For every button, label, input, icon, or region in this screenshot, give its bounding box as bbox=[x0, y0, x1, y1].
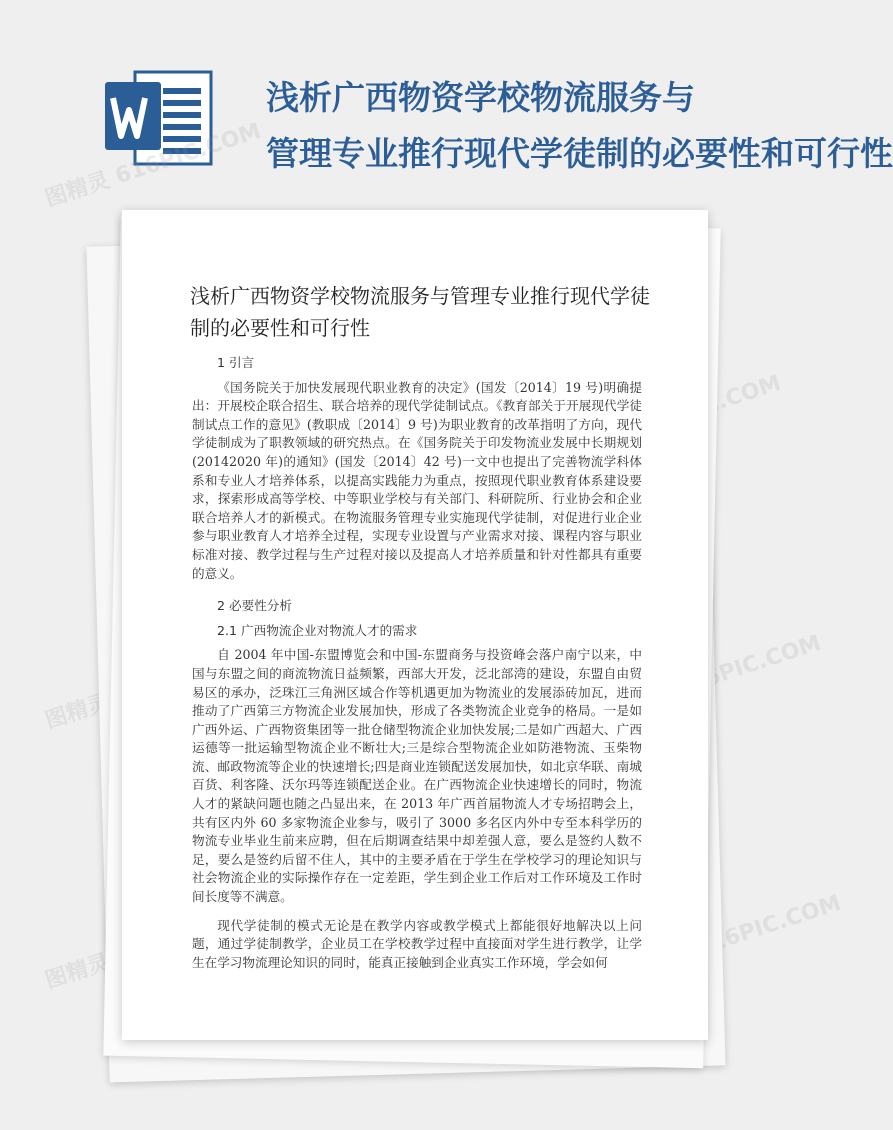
document-page bbox=[122, 210, 708, 1040]
banner-title bbox=[266, 70, 893, 182]
banner-title-line-2: 管理专业推行现代学徒制的必要性和可行性 bbox=[266, 134, 893, 173]
watermark: 图精灵 bbox=[42, 949, 113, 995]
section-2-heading: 2 必要性分析 bbox=[217, 598, 292, 614]
section-1-paragraph: 《国务院关于加快发展现代职业教育的决定》(国发〔2014〕19 号)明确提出：开展校企联合招生、联合培养的现代学徒制试点。《教育部关于开展现代学徒制试点工作的意见》(教职成〔2014〕9 号)为职业教育的改革指明了方向，现代学徒制成为了职教领域的研究热点。在《国务院关于印发物流业发展中长期规划(20142020 年)的通知》(国发〔2014〕42 号)一文中也提出了完善物流学科体系和专业人才培养体系，以提高实践能力为重点，按照现代职业教育体系建设要求，探索形成高等学校、中等职业学校与有关部门、科研院所、行业协会和企业联合培养人才的新模式。在物流服务管理专业实施现代学徒制，对促进行业企业参与职业教育人才培养全过程，实现专业设置与产业需求对接、课程内容与职业标准对接、教学过程与生产过程对接以及提高人才培养质量和针对性都具有重要的意义。 bbox=[192, 379, 642, 581]
watermark: 616PIC.COM bbox=[672, 630, 825, 702]
document-body bbox=[192, 354, 642, 972]
document-title: 浅析广西物资学校物流服务与管理专业推行现代学徒制的必要性和可行性 bbox=[190, 284, 650, 340]
section-2-1-paragraph-2: 现代学徒制的模式无论是在教学内容或教学模式上都能很好地解决以上问题，通过学徒制教学，企业员工在学校教学过程中直接面对学生进行教学，让学生在学习物流理论知识的同时，能真正接触到企业真实工作环境，学会如何 bbox=[192, 917, 642, 970]
section-1-heading: 1 引言 bbox=[217, 355, 255, 370]
watermark: 图精灵 bbox=[42, 689, 113, 735]
section-2-1-heading: 2.1 广西物流企业对物流人才的需求 bbox=[217, 622, 418, 638]
watermark: 图精灵 616PIC.COM bbox=[622, 890, 845, 985]
banner-title-line-1: 浅析广西物资学校物流服务与 bbox=[266, 78, 695, 117]
word-document-icon bbox=[105, 68, 215, 168]
section-2-1-paragraph: 自 2004 年中国-东盟博览会和中国-东盟商务与投资峰会落户南宁以来，中国与东盟之间的商流物流日益频繁，西部大开发，泛北部湾的建设，东盟自由贸易区的承办，泛珠江三角洲区域合作等机遇更加为物流业的发展添砖加瓦，进而推动了广西第三方物流企业发展加快，形成了各类物流企业竞争的格局。一是如广西外运、广西物资集团等一批仓储型物流企业加快发展;二是如广西超大、广西运德等一批运输型物流企业不断壮大;三是综合型物流企业如防港物流、玉柴物流、邮政物流等企业的快速增长;四是商业连锁配送发展加快，如北京华联、南城百货、利客隆、沃尔玛等连锁配送企业。在广西物流企业快速增长的同时，物流人才的紧缺问题也随之凸显出来，在 2013 年广西首届物流人才专场招聘会上，共有区内外 60 多家物流企业参与，吸引了 3000 多名区内外中专至本科学历的物流专业毕业生前来应聘，但在后期调查结果中却差强人意，要么是签约人数不足，要么是签约后留不住人，其中的主要矛盾在于学生在学校学习的理论知识与社会物流企业的实际操作存在一定差距，学生到企业工作后对工作环境及工作时间长度等不满意。 bbox=[192, 647, 642, 905]
watermark: 图精灵 bbox=[42, 167, 113, 213]
